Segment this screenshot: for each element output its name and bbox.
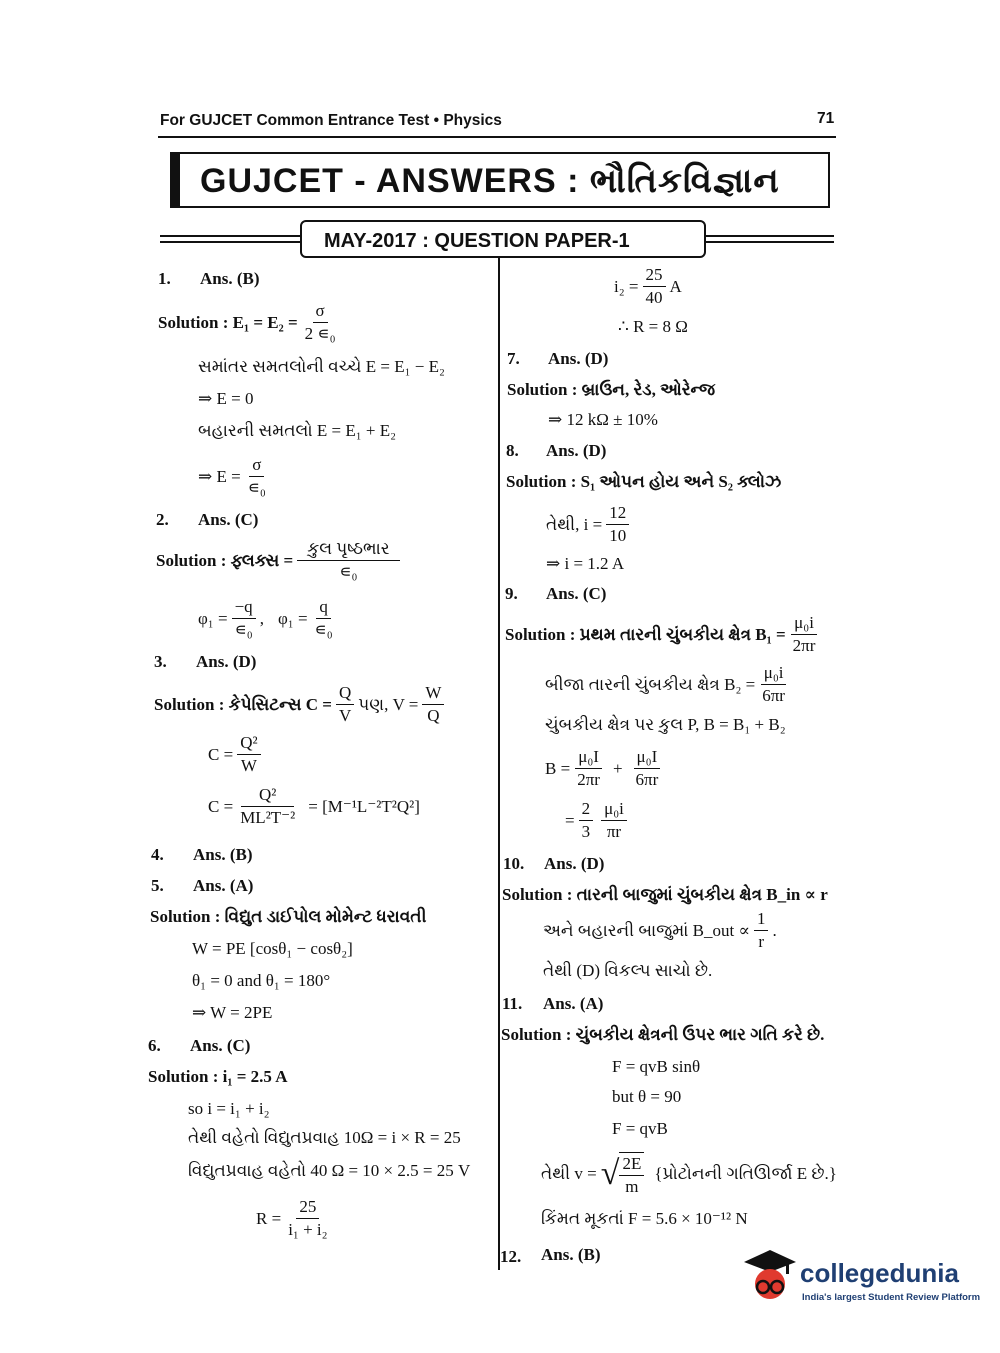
q10-line2 [543, 910, 777, 951]
q2-den: ∊₀ [339, 561, 358, 581]
q3-frac1 [336, 684, 354, 725]
q3-c2d: ML²T⁻² [240, 807, 296, 827]
q5-solution [150, 908, 426, 925]
q1-line5-text: ⇒ E = [198, 466, 241, 486]
q9-number: 9. [505, 584, 518, 603]
q9-b-frac1 [574, 748, 603, 789]
q9-eq-frac1 [579, 800, 594, 841]
q3-c2n: Q² [241, 786, 294, 807]
paper-label-box [300, 220, 706, 258]
q9-answer: Ans. (C) [546, 584, 607, 603]
q4-number: 4. [151, 845, 164, 864]
q1-line2: સમાંતર સમતલોની વચ્ચે E = E₁ − E₂ [198, 357, 445, 376]
q9-solution [505, 614, 822, 655]
q7-solution [507, 381, 715, 398]
q9-line3: ચુંબકીય ક્ષેત્ર પર કુલ P, B = B₁ + B₂ [545, 715, 786, 734]
q1-fraction [302, 302, 339, 343]
q5-solution-text: Solution : વિદ્યુત ડાઈપોલ મોમેન્ટ ધરાવતી [150, 907, 427, 926]
q6-number: 6. [148, 1036, 161, 1055]
q9-bn1: μ₀I [575, 748, 602, 769]
q9-l2d: 6πr [762, 685, 785, 705]
q8-line3: ⇒ i = 1.2 A [546, 554, 625, 573]
q3-frac2 [422, 684, 444, 725]
q3-solution [154, 684, 448, 725]
q2-phi1-num: −q [232, 598, 256, 619]
q7-solution-text: Solution : બ્રાઉન, રેડ, ઓરેન્જ [507, 380, 716, 399]
q6-r-text: R = [256, 1208, 282, 1228]
q2-phi1: φ₁ = [198, 608, 228, 628]
q5-answer: Ans. (A) [193, 876, 254, 895]
q5-line3: θ₁ = 0 and θ₁ = 180° [192, 971, 331, 990]
q1-solution-text: Solution : E₁ = E₂ = [158, 312, 298, 332]
q3-c2-text: C = [208, 796, 234, 816]
cont-i2d: 40 [645, 287, 663, 307]
cont-i2-frac [643, 266, 666, 307]
q11-solution [501, 1026, 824, 1043]
q7-line2: ⇒ 12 kΩ ± 10% [548, 410, 658, 429]
rule-left-1 [160, 235, 302, 237]
cont-i2 [614, 266, 682, 307]
q8-fn: 12 [606, 504, 629, 525]
q2-phi [198, 598, 340, 639]
q3-c1-text: C = [208, 744, 234, 764]
header-rule [158, 136, 836, 138]
q6-rd: i₁ + i₂ [288, 1219, 328, 1239]
q6-r-frac [285, 1198, 330, 1239]
q10-fd: r [758, 931, 765, 951]
q6-line2: so i = i₁ + i₂ [188, 1099, 270, 1118]
q9-b [545, 748, 665, 789]
q11-line5 [541, 1152, 837, 1196]
q7-number: 7. [507, 349, 520, 368]
q3-f1n: Q [336, 684, 354, 705]
q3-answer: Ans. (D) [196, 652, 257, 671]
q2-comma: , [259, 608, 264, 628]
q6-rn: 25 [296, 1198, 319, 1219]
q9-s1n: μ₀i [791, 614, 817, 635]
q9-eq-text: = [565, 810, 575, 830]
q11-line3: but θ = 90 [612, 1087, 682, 1106]
q2-phi1-frac [232, 598, 256, 639]
q2-phi2-frac [312, 598, 336, 639]
q3-number: 3. [154, 652, 167, 671]
q5-number: 5. [151, 876, 164, 895]
q11-sqrt-frac [619, 1152, 644, 1196]
q8-line2 [546, 504, 633, 545]
q3-f2n: W [422, 684, 444, 705]
q5-line2: W = PE [cosθ₁ − cosθ₂] [192, 939, 353, 958]
collegedunia-logo [740, 1246, 981, 1308]
q1-num: σ [313, 302, 328, 323]
q10-answer: Ans. (D) [544, 854, 605, 873]
q3-c1-frac [237, 734, 260, 775]
rule-right-2 [704, 241, 834, 243]
q6-solution-text: Solution : i₁ = 2.5 A [148, 1067, 288, 1086]
graduate-logo-icon [740, 1246, 798, 1306]
q10-number: 10. [503, 854, 525, 873]
q7-answer: Ans. (D) [548, 349, 609, 368]
q11-line6: કિંમત મૂકતાં F = 5.6 × 10⁻¹² N [541, 1209, 748, 1228]
q10-frac [754, 910, 769, 951]
q6-line3: તેથી વહેતો વિદ્યુતપ્રવાહ 10Ω = i × R = 25 [188, 1128, 461, 1147]
q3-f1d: V [338, 705, 352, 725]
q3-c2-frac [237, 786, 298, 827]
q9-solution-text: Solution : પ્રથમ તારની ચુંબકીય ક્ષેત્ર B₁ = [505, 624, 786, 644]
q1-line3: ⇒ E = 0 [198, 389, 254, 408]
q9-line2-text: બીજા તારની ચુંબકીય ક્ષેત્ર B₂ = [545, 674, 756, 694]
q9-s-frac [790, 614, 819, 655]
q11-line5-right: {પ્રોટોનની ગતિઊર્જા E છે.} [654, 1164, 837, 1184]
q9-plus: + [612, 758, 623, 778]
q2-solution [156, 540, 404, 581]
q5-line4: ⇒ W = 2PE [192, 1003, 273, 1022]
rule-left-2 [160, 241, 302, 243]
q11-sq: 2E [619, 1155, 644, 1176]
q2-phi2: φ₁ = [277, 608, 308, 628]
q1-line4: બહારની સમતલો E = E₁ + E₂ [198, 421, 397, 440]
q8-line2-text: તેથી, i = [546, 514, 603, 534]
q9-bn2: μ₀I [634, 748, 661, 769]
rule-right-1 [704, 235, 834, 237]
q3-solution-text: Solution : કેપેસિટન્સ C = [154, 694, 332, 714]
q10-solution [502, 886, 828, 903]
q2-phi2-num: q [316, 598, 331, 619]
logo-tagline: India's largest Student Review Platform [802, 1292, 981, 1303]
cont-i2-text: i₂ = [614, 276, 639, 296]
q11-sqd: m [625, 1176, 639, 1196]
q9-b-text: B = [545, 758, 571, 778]
cont-r: ∴ R = 8 Ω [618, 317, 688, 336]
page-number: 71 [817, 110, 835, 127]
cont-unit: A [669, 276, 682, 296]
q1-number: 1. [158, 269, 171, 288]
q1-solution [158, 302, 343, 343]
paper-label: MAY-2017 : QUESTION PAPER-1 [324, 230, 630, 252]
q2-fraction [297, 540, 399, 581]
q1-fraction2 [245, 456, 269, 497]
q12-number: 12. [500, 1247, 522, 1266]
q9-eq-frac2 [601, 800, 627, 841]
q8-solution-text: Solution : S₁ ઓપન હોય અને S₂ ક્લોઝ [506, 472, 782, 491]
q9-line2 [545, 664, 792, 705]
running-header: For GUJCET Common Entrance Test • Physics [160, 112, 502, 129]
q3-c1 [208, 734, 265, 775]
q11-line2: F = qvB sinθ [612, 1057, 701, 1076]
q11-number: 11. [502, 994, 523, 1013]
q2-answer: Ans. (C) [198, 510, 259, 529]
q10-fn: 1 [754, 910, 769, 931]
q9-s1d: 2πr [792, 635, 816, 655]
q11-line5-text: તેથી v = [541, 1164, 597, 1184]
q2-solution-text: Solution : ફ્લક્સ = [156, 550, 294, 570]
q1-den: 2 ∊₀ [304, 323, 336, 343]
q9-en2: μ₀i [601, 800, 627, 821]
q9-ed1: 3 [581, 821, 591, 841]
q2-num: કુલ પૃષ્ઠભાર [297, 540, 399, 561]
q9-en1: 2 [579, 800, 594, 821]
q8-number: 8. [506, 441, 519, 460]
q9-eq [565, 800, 631, 841]
sqrt-sign: √ [600, 1154, 620, 1192]
q10-solution-text: Solution : તારની બાજુમાં ચુંબકીય ક્ષેત્ર B_in ∝ r [502, 885, 828, 904]
q9-bd2: 6πr [635, 769, 659, 789]
q3-c1d: W [240, 755, 257, 775]
q8-frac [606, 504, 629, 545]
q12-answer: Ans. (B) [541, 1245, 601, 1264]
q1-answer: Ans. (B) [200, 269, 260, 288]
q2-number: 2. [156, 510, 169, 529]
q11-line4: F = qvB [612, 1119, 668, 1138]
q6-solution [148, 1068, 287, 1085]
q8-answer: Ans. (D) [546, 441, 607, 460]
q3-c2-result: = [M⁻¹L⁻²T²Q²] [308, 796, 420, 816]
q9-bd1: 2πr [577, 769, 600, 789]
q2-phi1-den: ∊₀ [234, 619, 253, 639]
q9-l2n: μ₀i [761, 664, 787, 685]
q9-l2-frac [759, 664, 788, 705]
column-divider [498, 258, 500, 1270]
q6-answer: Ans. (C) [190, 1036, 251, 1055]
q3-c1n: Q² [237, 734, 260, 755]
q4-answer: Ans. (B) [193, 845, 253, 864]
q11-answer: Ans. (A) [543, 994, 604, 1013]
q8-fd: 10 [609, 525, 627, 545]
title-box [170, 152, 830, 208]
logo-name: collegedunia [800, 1258, 959, 1288]
q10-line3: તેથી (D) વિકલ્પ સાચો છે. [543, 961, 713, 980]
cont-i2n: 25 [643, 266, 666, 287]
q10-dot: . [772, 920, 777, 940]
page-title: GUJCET - ANSWERS : ભૌતિકવિજ્ઞાન [200, 162, 780, 200]
q3-c2 [208, 786, 420, 827]
q3-f2d: Q [427, 705, 440, 725]
q11-solution-text: Solution : ચુંબકીય ક્ષેત્રની ઉપર ભાર ગતિ કરે છે. [501, 1025, 825, 1044]
q2-phi2-den: ∊₀ [314, 619, 333, 639]
q6-line4: વિદ્યુતપ્રવાહ વહેતો 40 Ω = 10 × 2.5 = 25 V [188, 1161, 471, 1180]
q3-mid: પણ, V = [358, 694, 419, 714]
q8-solution [506, 473, 781, 490]
q1-den2: ∊₀ [247, 477, 266, 497]
q6-r [256, 1198, 335, 1239]
q1-line5 [198, 456, 273, 497]
q1-num2: σ [249, 456, 264, 477]
q9-ed2: πr [606, 821, 622, 841]
q9-b-frac2 [633, 748, 662, 789]
q10-line2-text: અને બહારની બાજુમાં B_out ∝ [543, 920, 750, 940]
